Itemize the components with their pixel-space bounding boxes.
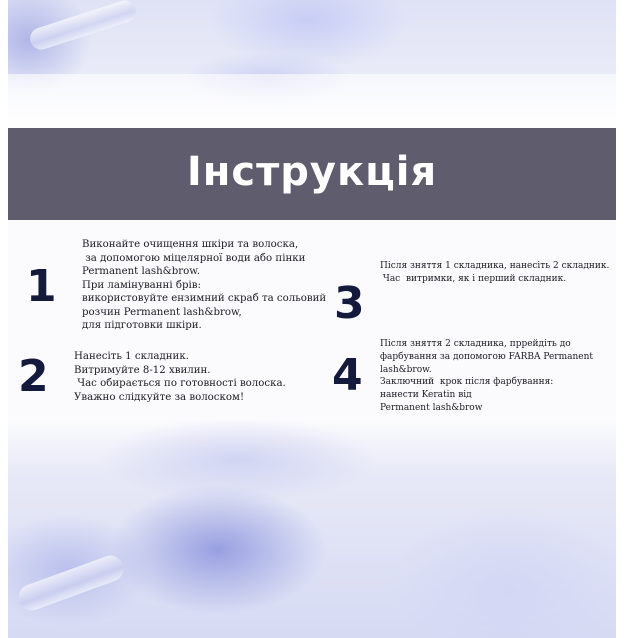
step-number: 2 [18,351,49,402]
step-2 [18,350,286,404]
instruction-card [8,0,616,638]
step-3 [334,250,610,329]
step-text: Виконайте очищення шкіри та волоска, за допомогою міцелярної води або пінки Permanent lash&brow. При ламінуванні брів: використовуйте ензимний скраб та сольовий розчин Permanent lash&brow, для підготовки шкіри. [82,239,327,331]
step-text: Нанесіть 1 складник. Витримуйте 8-12 хвилин. Час обирається по готовності волоска. Уважно слідкуйте за волоском! [74,351,286,403]
top-fade-band [8,74,616,128]
step-number: 4 [332,350,363,402]
page-title: Інструкція [186,149,438,195]
step-number: 3 [334,278,365,329]
step-4 [332,338,593,415]
step-number: 1 [26,261,57,313]
bottom-gel-photo [8,420,616,638]
title-banner [8,128,616,220]
step-text: Після зняття 2 складника, пррейдіть до фарбування за допомогою FARBA Permanent lash&brow. Заключний крок після фарбування: нанести Keratin від Permanent lash&brow [380,339,594,413]
step-text: Після зняття 1 складника, нанесіть 2 складник. Час витримки, як і перший складник. [380,261,610,284]
step-1 [26,238,326,333]
